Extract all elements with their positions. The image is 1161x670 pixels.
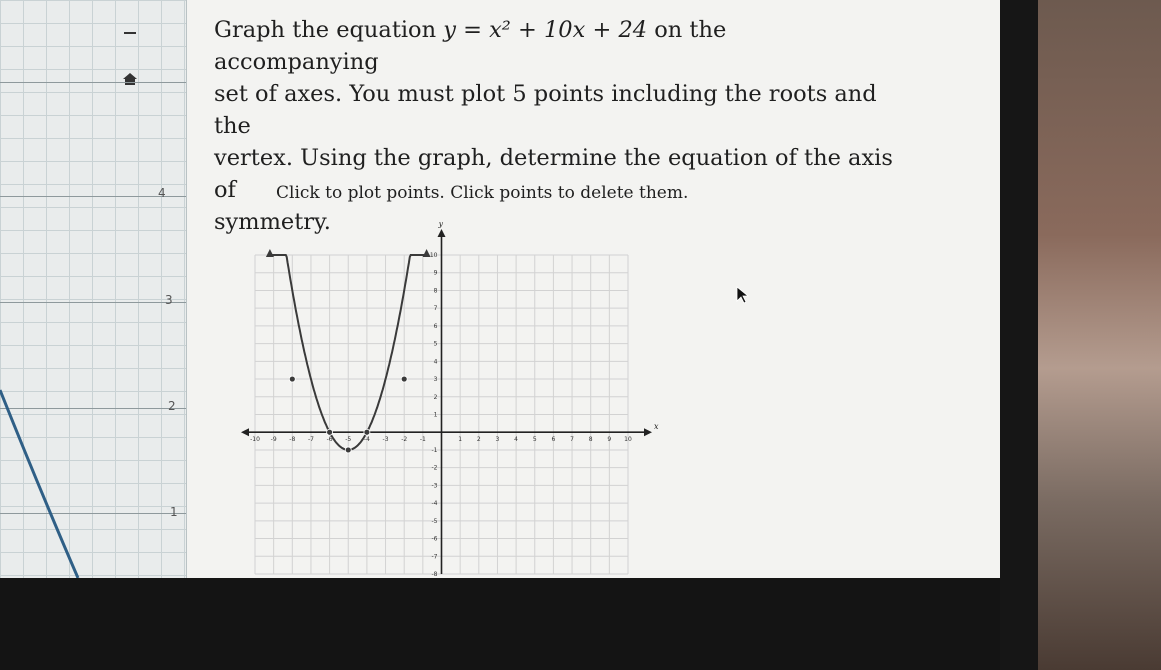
plotted-point[interactable] (401, 376, 407, 382)
axis-number: 1 (170, 505, 178, 519)
y-tick-label: 2 (433, 393, 438, 401)
x-tick-label: -4 (363, 436, 370, 444)
problem-text: vertex. Using the graph, determine the equation of the axis of (214, 145, 893, 203)
problem-statement (214, 14, 894, 238)
y-tick-label: -1 (431, 446, 438, 454)
x-tick-label: -5 (345, 436, 352, 444)
y-tick-label: 4 (433, 358, 438, 366)
arrow-cursor-icon (736, 286, 750, 304)
x-tick-label: -8 (289, 436, 296, 444)
y-axis-arrow-icon (438, 229, 446, 237)
y-tick-label: -5 (431, 517, 438, 525)
x-tick-label: 8 (588, 436, 593, 444)
equation: y = x² + 10x + 24 (443, 17, 648, 43)
gridline (0, 82, 186, 83)
x-tick-label: 1 (458, 436, 463, 444)
plotted-point[interactable] (364, 429, 370, 435)
problem-text: symmetry. (214, 209, 331, 235)
axis-number: 3 (165, 293, 173, 307)
instructions-text: Click to plot points. Click points to delete them. (276, 183, 689, 203)
plotted-point[interactable] (345, 447, 351, 453)
left-curve (0, 380, 90, 578)
y-tick-label: -4 (431, 500, 438, 508)
y-tick-label: -2 (431, 464, 438, 472)
x-tick-label: 6 (551, 436, 556, 444)
x-tick-label: -9 (270, 436, 277, 444)
x-tick-label: -10 (250, 436, 260, 444)
problem-text: Graph the equation (214, 17, 444, 43)
x-tick-label: 10 (624, 436, 632, 444)
minus-icon[interactable] (112, 18, 148, 48)
y-tick-label: 1 (433, 411, 438, 419)
y-tick-label: 8 (433, 287, 438, 295)
axis-number: 4 (158, 186, 166, 200)
y-tick-label: -7 (431, 553, 438, 561)
y-tick-label: -3 (431, 482, 438, 490)
coordinate-plane[interactable] (240, 222, 660, 578)
y-tick-label: 6 (433, 322, 438, 330)
problem-text: set of axes. You must plot 5 points including the roots and the (214, 81, 877, 139)
x-axis-arrow-icon (644, 428, 652, 436)
x-tick-label: 9 (607, 436, 612, 444)
curve-arrow-icon (266, 249, 274, 257)
axis-number: 2 (168, 399, 176, 413)
y-axis-label: y (438, 222, 444, 228)
x-tick-label: 7 (570, 436, 574, 444)
x-tick-label: -2 (401, 436, 408, 444)
y-tick-label: 10 (429, 252, 438, 259)
x-tick-label: -3 (382, 436, 389, 444)
problem-text: on the accompanying (214, 17, 727, 75)
x-axis-arrow-icon (241, 428, 249, 436)
y-tick-label: -8 (431, 571, 438, 578)
gridline (0, 302, 186, 303)
y-tick-label: 5 (433, 340, 438, 348)
x-tick-label: -6 (326, 436, 333, 444)
x-tick-label: 3 (495, 436, 500, 444)
x-tick-label: -1 (419, 436, 426, 444)
y-tick-label: 3 (433, 376, 438, 384)
x-tick-label: -7 (307, 436, 314, 444)
home-icon[interactable] (112, 64, 148, 94)
y-tick-label: 9 (433, 269, 438, 277)
y-tick-label: 7 (433, 305, 438, 313)
x-axis-label: x (654, 422, 659, 432)
x-tick-label: 4 (514, 436, 519, 444)
plotted-point[interactable] (289, 376, 295, 382)
left-graph-panel (0, 0, 187, 578)
x-tick-label: 5 (532, 436, 537, 444)
x-tick-label: 2 (476, 436, 481, 444)
plotted-point[interactable] (327, 429, 333, 435)
y-tick-label: -6 (431, 535, 438, 543)
screen-bezel (1000, 0, 1038, 670)
background-scene (1038, 0, 1161, 670)
